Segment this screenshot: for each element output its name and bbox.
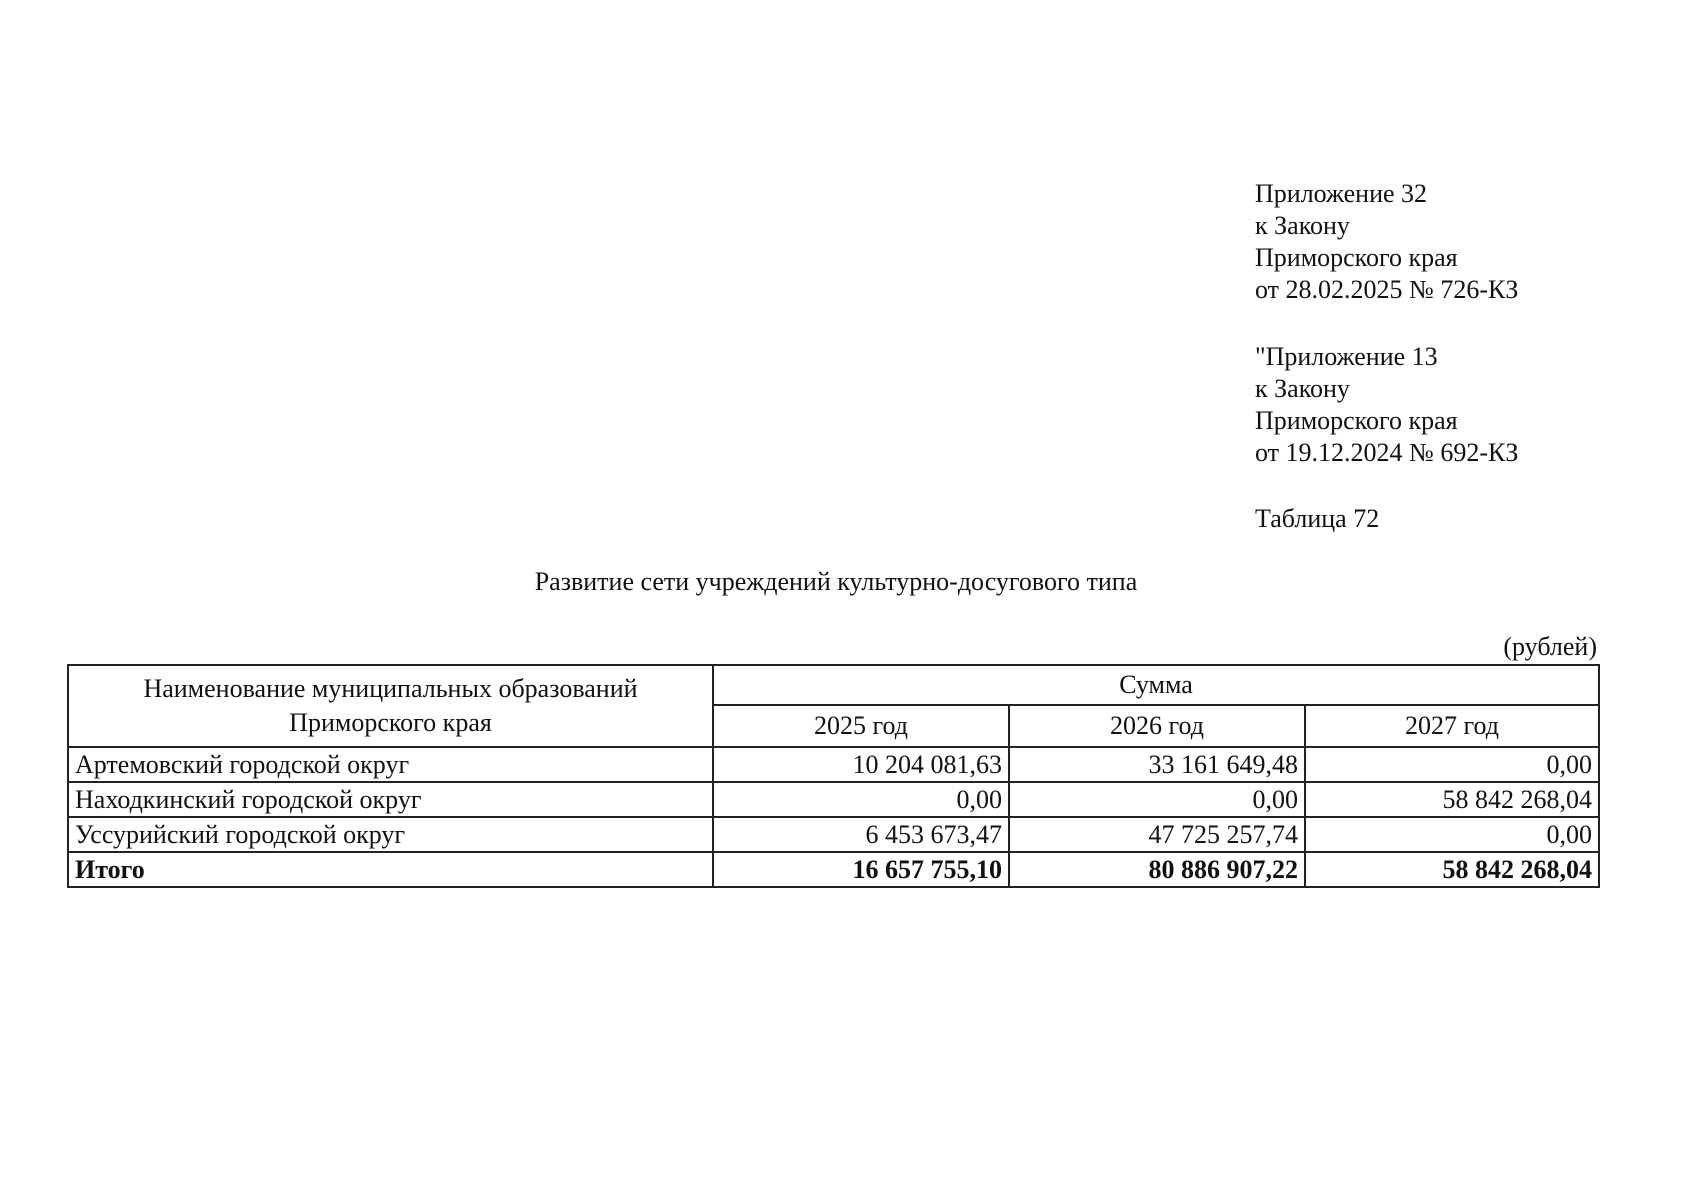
value-cell: 0,00: [1305, 747, 1599, 782]
year-header-2027: 2027 год: [1305, 705, 1599, 747]
document-title: Развитие сети учреждений культурно-досугового типа: [534, 567, 1138, 596]
appendix-line: Приморского края: [1255, 243, 1458, 272]
appendix-line: от 28.02.2025 № 726-КЗ: [1255, 275, 1519, 304]
sum-column-header: Сумма: [713, 665, 1599, 705]
municipality-name: Артемовский городской округ: [68, 747, 713, 782]
value-cell: 33 161 649,48: [1009, 747, 1305, 782]
value-cell: 0,00: [1009, 782, 1305, 817]
total-value: 16 657 755,10: [713, 852, 1009, 887]
table-number: Таблица 72: [1255, 504, 1380, 533]
municipality-column-header: [68, 665, 713, 747]
year-header-2025: 2025 год: [713, 705, 1009, 747]
value-cell: 10 204 081,63: [713, 747, 1009, 782]
table-header-row: [68, 665, 1599, 705]
header-line: Приморского края: [289, 708, 492, 737]
appendix-line: к Закону: [1255, 211, 1350, 240]
appendix-13-reference: [1255, 341, 1655, 469]
municipality-name: Уссурийский городской округ: [68, 817, 713, 852]
total-label: Итого: [68, 852, 713, 887]
value-cell: 47 725 257,74: [1009, 817, 1305, 852]
value-cell: 6 453 673,47: [713, 817, 1009, 852]
value-cell: 0,00: [1305, 817, 1599, 852]
funding-table: [67, 664, 1600, 888]
appendix-32-reference: [1255, 178, 1655, 306]
year-header-2026: 2026 год: [1009, 705, 1305, 747]
table-row: [68, 817, 1599, 852]
table-row: [68, 782, 1599, 817]
appendix-line: от 19.12.2024 № 692-КЗ: [1255, 438, 1519, 467]
appendix-line: Приморского края: [1255, 406, 1458, 435]
appendix-line: "Приложение 13: [1255, 342, 1438, 371]
total-value: 58 842 268,04: [1305, 852, 1599, 887]
total-row: [68, 852, 1599, 887]
value-cell: 58 842 268,04: [1305, 782, 1599, 817]
municipality-name: Находкинский городской округ: [68, 782, 713, 817]
total-value: 80 886 907,22: [1009, 852, 1305, 887]
appendix-line: Приложение 32: [1255, 179, 1428, 208]
units-label: (рублей): [1503, 632, 1597, 661]
table-row: [68, 747, 1599, 782]
value-cell: 0,00: [713, 782, 1009, 817]
appendix-line: к Закону: [1255, 374, 1350, 403]
header-line: Наименование муниципальных образований: [143, 674, 638, 703]
